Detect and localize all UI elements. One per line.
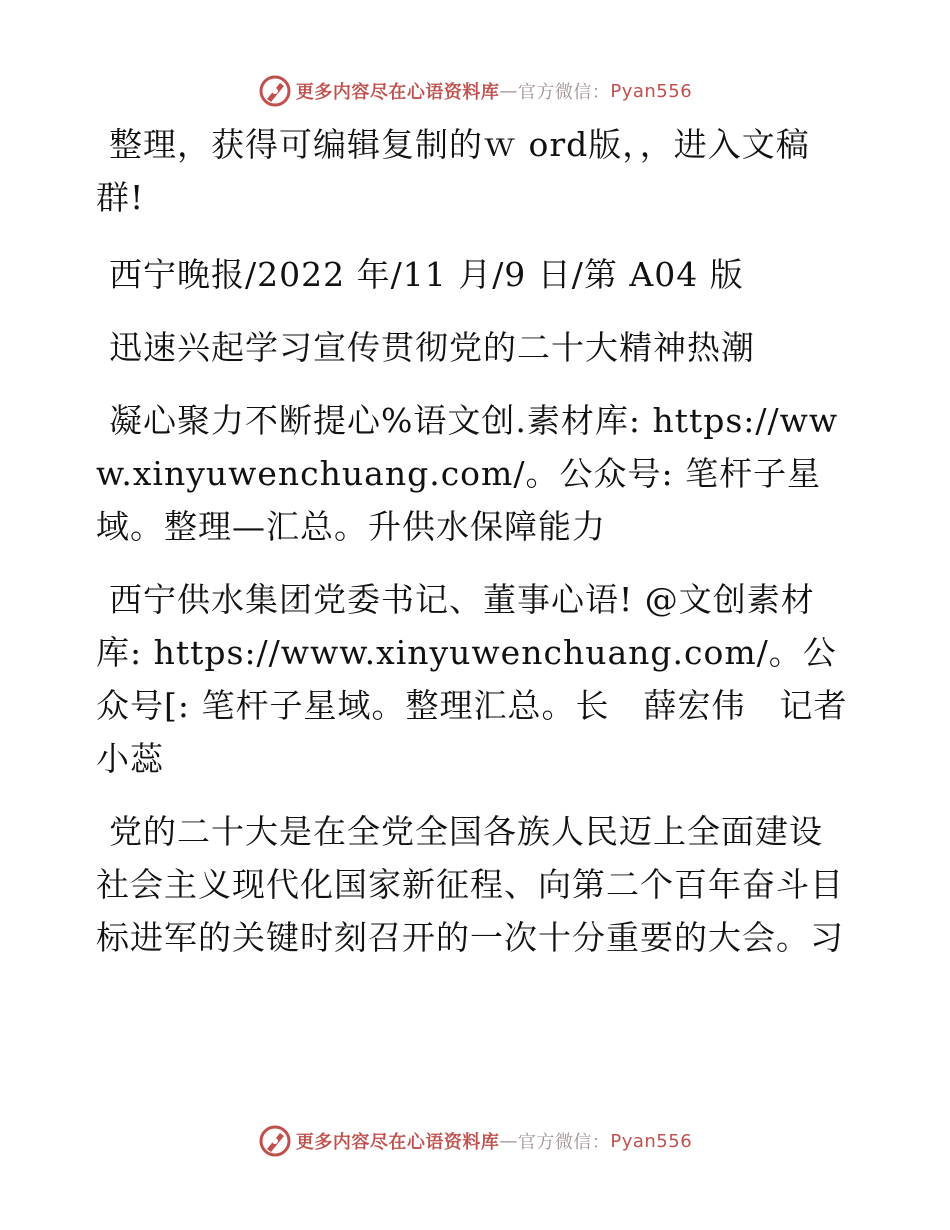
pen-logo-icon: [258, 74, 292, 108]
paragraph-intro: 整理，获得可编辑复制的ｗ ord版，，进入文稿群!: [96, 125, 810, 217]
paragraph-body: 党的二十大是在全党全国各族人民迈上全面建设社会主义现代化国家新征程、向第二个百年奋斗目标进军的关键时刻召开的一次十分重要的大会。习: [96, 812, 844, 957]
banner-dash: —: [499, 1130, 518, 1152]
banner-wechat-label: 官方微信：: [517, 82, 611, 103]
pen-logo-icon: [258, 1124, 292, 1158]
banner-dash: —: [499, 80, 518, 102]
banner-site-text: 更多内容尽在心语资料库: [295, 82, 500, 103]
footer-banner: [0, 1121, 950, 1161]
header-banner: [0, 71, 950, 111]
banner-wechat-label: 官方微信：: [517, 1132, 611, 1153]
paragraph-source: 西宁晚报/2022 年/11 月/9 日/第 A04 版: [109, 255, 744, 294]
banner-wechat-id: Pyan556: [610, 1130, 693, 1152]
banner-site-text: 更多内容尽在心语资料库: [295, 1132, 500, 1153]
document-body: [96, 118, 856, 984]
paragraph-headline: 迅速兴起学习宣传贯彻党的二十大精神热潮: [109, 328, 755, 367]
paragraph-subheadline: 凝心聚力不断提心%语文创.素材库: https://www.xinyuwenchuang.com/。公众号: 笔杆子星域。整理—汇总。升供水保障能力: [96, 401, 839, 546]
paragraph-byline: 西宁供水集团党委书记、董事心语! @文创素材库: https://www.xinyuwenchuang.com/。公众号[: 笔杆子星域。整理汇总。长 薛宏伟 记者小蕊: [96, 580, 848, 778]
banner-wechat-id: Pyan556: [610, 80, 693, 102]
